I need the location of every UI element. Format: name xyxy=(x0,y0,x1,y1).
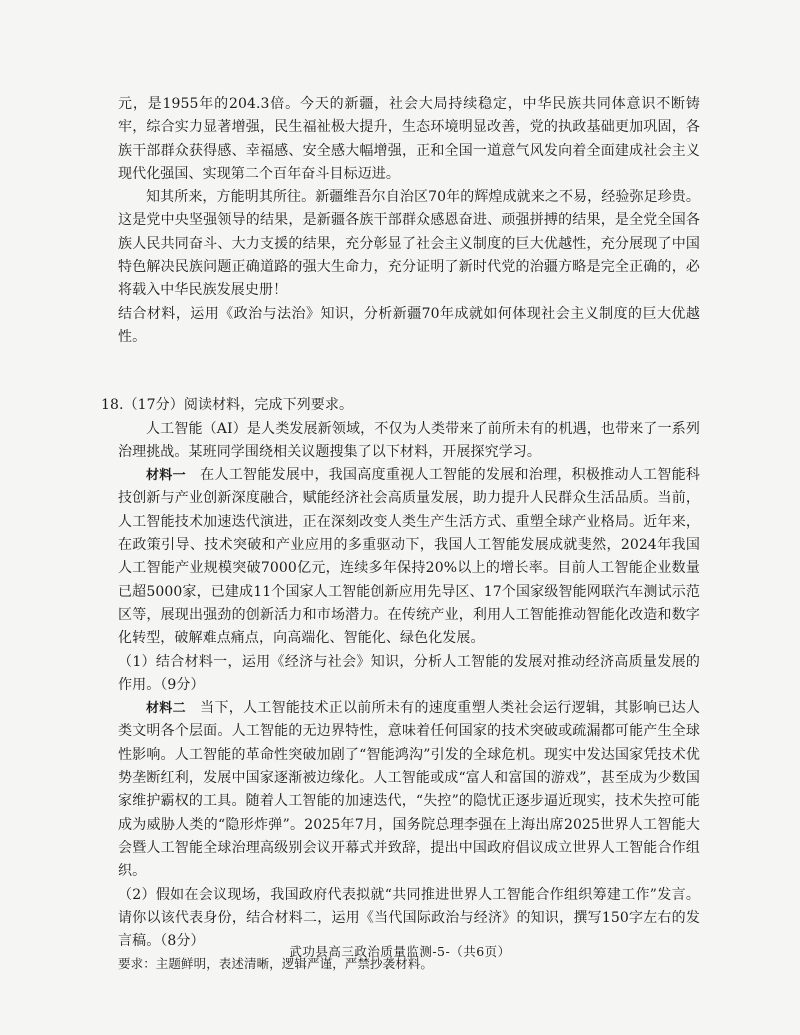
material-one-text: 在人工智能发展中，我国高度重视人工智能的发展和治理，积极推动人工智能科技创新与产业创新深度融合，赋能经济社会高质量发展，助力提升人民群众生活品质。当前，人工智能技术加速迭代演进，正在深刻改变人类生产生活方式、重塑全球产业格局。近年来，在政策引导、技术突破和产业应用的多重驱动下，我国人工智能发展成就斐然，2024年我国人工智能产业规模突破7000亿元，连续多年保持20%以上的增长率。目前人工智能企业数量已超5000家，已建成11个国家人工智能创新应用先导区、17个国家级智能网联汽车测试示范区等，展现出强劲的创新活力和市场潜力。在传统产业，利用人工智能推动智能化改造和数字化转型，破解难点痛点，向高端化、智能化、绿色化发展。 xyxy=(118,467,700,647)
material-two xyxy=(118,697,700,883)
material-two-label: 材料二 xyxy=(146,701,186,717)
question-18-header: 18.（17分）阅读材料，完成下列要求。 xyxy=(101,397,354,414)
material-two-text: 当下，人工智能技术正以前所未有的速度重塑人类社会运行逻辑，其影响已达人类文明各个层面。人工智能的无边界特性，意味着任何国家的技术突破或疏漏都可能产生全球性影响。人工智能的革命性突破加剧了“智能鸿沟”引发的全球危机。现实中发达国家凭技术优势垄断红利，发展中国家逐渐被边缘化。人工智能或成“富人和富国的游戏”，甚至成为少数国家维护霸权的工具。随着人工智能的加速迭代，“失控”的隐忧正逐步逼近现实，技术失控可能成为威胁人类的“隐形炸弹”。2025年7月，国务院总理李强在上海出席2025世界人工智能大会暨人工智能全球治理高级别会议开幕式并致辞，提出中国政府倡议成立世界人工智能合作组织。 xyxy=(118,700,700,880)
page-footer: 武功县高三政治质量监测-5-（共6页） xyxy=(289,944,511,959)
sub-question-2: （2）假如在会议现场，我国政府代表拟就“共同推进世界人工智能合作组织筹建工作”发言。请你以该代表身份，结合材料二，运用《当代国际政治与经济》的知识，撰写150字左右的发言稿。（8分） xyxy=(118,886,700,950)
question-18-intro: 人工智能（AI）是人类发展新领域，不仅为人类带来了前所未有的机遇，也带来了一系列治理挑战。某班同学围绕相关议题搜集了以下材料，开展探究学习。 xyxy=(118,420,700,460)
question-17-prompt: 结合材料，运用《政治与法治》知识，分析新疆70年成就如何体现社会主义制度的巨大优越性。 xyxy=(118,305,700,345)
summary-paragraph: 知其所来，方能明其所往。新疆维吾尔自治区70年的辉煌成就来之不易，经验弥足珍贵。这是党中央坚强领导的结果，是新疆各族干部群众感恩奋进、顽强拼搏的结果，是全党全国各族人民共同奋斗、大力支援的结果，充分彰显了社会主义制度的巨大优越性，充分展现了中国特色解决民族问题正确道路的强大生命力，充分证明了新时代党的治疆方略是完全正确的，必将载入中华民族发展史册！ xyxy=(118,189,700,299)
material-one-label: 材料一 xyxy=(146,468,186,484)
page-content xyxy=(101,93,700,975)
continued-paragraph: 元，是1955年的204.3倍。今天的新疆，社会大局持续稳定，中华民族共同体意识不断铸牢，综合实力显著增强，民生福祉极大提升，生态环境明显改善，党的执政基础更加巩固，各族干部群众获得感、幸福感、安全感大幅增强，正和全国一道意气风发向着全面建成社会主义现代化强国、实现第二个百年奋斗目标迈进。 xyxy=(118,96,700,182)
sub-question-1: （1）结合材料一，运用《经济与社会》知识，分析人工智能的发展对推动经济高质量发展的作用。（9分） xyxy=(118,653,700,693)
answer-requirement: 要求：主题鲜明，表述清晰，逻辑严谨，严禁抄袭材料。 xyxy=(118,956,434,972)
material-one xyxy=(118,464,700,650)
